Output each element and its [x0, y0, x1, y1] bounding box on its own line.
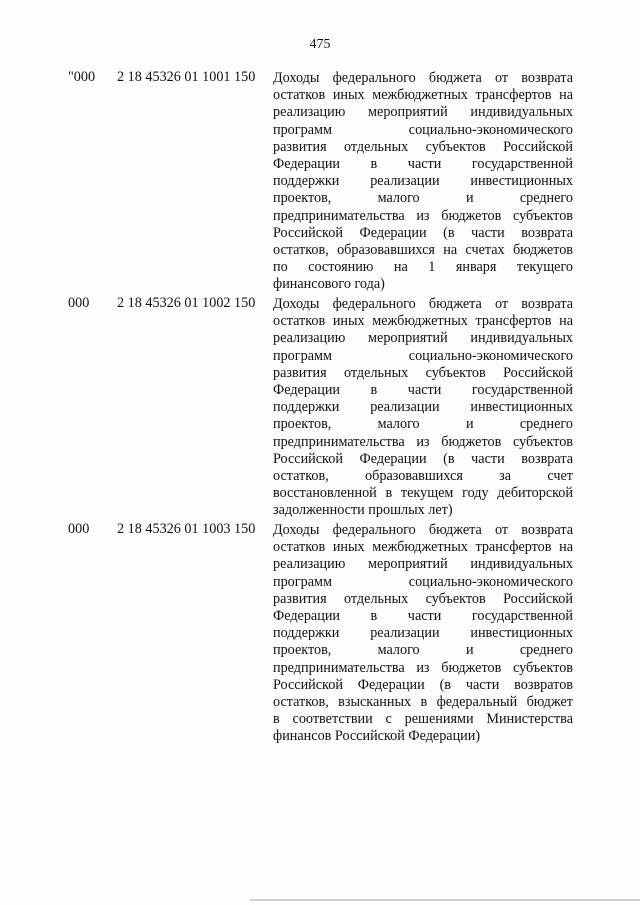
description-line: поддержки реализации инвестиционных	[273, 173, 573, 190]
description-line: программ социально-экономического	[273, 573, 573, 590]
description-line: финансового года)	[273, 276, 385, 293]
description-line: остатков иных межбюджетных трансфертов на	[273, 313, 573, 330]
description-line: развития отдельных субъектов Российской	[273, 590, 573, 607]
description-line: программ социально-экономического	[273, 121, 573, 138]
description-line: Российской Федерации (в части возврата	[273, 450, 573, 467]
description-line: поддержки реализации инвестиционных	[273, 625, 573, 642]
admin-code: 000	[68, 521, 90, 537]
description-line: предпринимательства из бюджетов субъектов	[273, 659, 573, 676]
description-line: остатков иных межбюджетных трансфертов на	[273, 87, 573, 104]
description-line: в соответствии с решениями Министерства	[273, 711, 573, 728]
description-line: проектов, малого и среднего	[273, 642, 573, 659]
admin-code: 000	[68, 295, 90, 311]
description-line: реализацию мероприятий индивидуальных	[273, 556, 573, 573]
description-line: проектов, малого и среднего	[273, 416, 573, 433]
description-line: проектов, малого и среднего	[273, 190, 573, 207]
description-line: Федерации в части государственной	[273, 607, 573, 624]
description-line: предпринимательства из бюджетов субъектов	[273, 433, 573, 450]
admin-code: "000	[68, 69, 96, 85]
description-line: остатков, образовавшихся на счетах бюджетов	[273, 241, 573, 258]
budget-classification-code: 2 18 45326 01 1003 150	[117, 521, 256, 537]
page-number: 475	[309, 37, 331, 52]
description-line: развития отдельных субъектов Российской	[273, 138, 573, 155]
description-line: Федерации в части государственной	[273, 381, 573, 398]
description-line: по состоянию на 1 января текущего	[273, 259, 573, 276]
description-line: остатков, взысканных в федеральный бюджет	[273, 693, 573, 710]
description-line: остатков, образовавшихся за счет	[273, 467, 573, 484]
description-line: Федерации в части государственной	[273, 155, 573, 172]
description-line: Российской Федерации (в части возвратов	[273, 676, 573, 693]
description-line: Доходы федерального бюджета от возврата	[273, 296, 573, 312]
income-description	[273, 522, 573, 745]
description-line: предпринимательства из бюджетов субъектов	[273, 207, 573, 224]
income-description	[273, 296, 573, 519]
description-line: финансов Российской Федерации)	[273, 728, 481, 745]
scan-edge-divider	[250, 899, 640, 901]
description-line: остатков иных межбюджетных трансфертов на	[273, 539, 573, 556]
description-line: восстановленной в текущем году дебиторской	[273, 485, 573, 502]
income-description	[273, 70, 573, 293]
description-line: развития отдельных субъектов Российской	[273, 364, 573, 381]
budget-classification-code: 2 18 45326 01 1001 150	[117, 69, 256, 85]
budget-classification-code: 2 18 45326 01 1002 150	[117, 295, 256, 311]
description-line: реализацию мероприятий индивидуальных	[273, 330, 573, 347]
description-line: поддержки реализации инвестиционных	[273, 399, 573, 416]
description-line: реализацию мероприятий индивидуальных	[273, 104, 573, 121]
description-line: Российской Федерации (в части возврата	[273, 224, 573, 241]
description-line: Доходы федерального бюджета от возврата	[273, 70, 573, 86]
description-line: программ социально-экономического	[273, 347, 573, 364]
description-line: Доходы федерального бюджета от возврата	[273, 522, 573, 538]
description-line: задолженности прошлых лет)	[273, 502, 453, 519]
